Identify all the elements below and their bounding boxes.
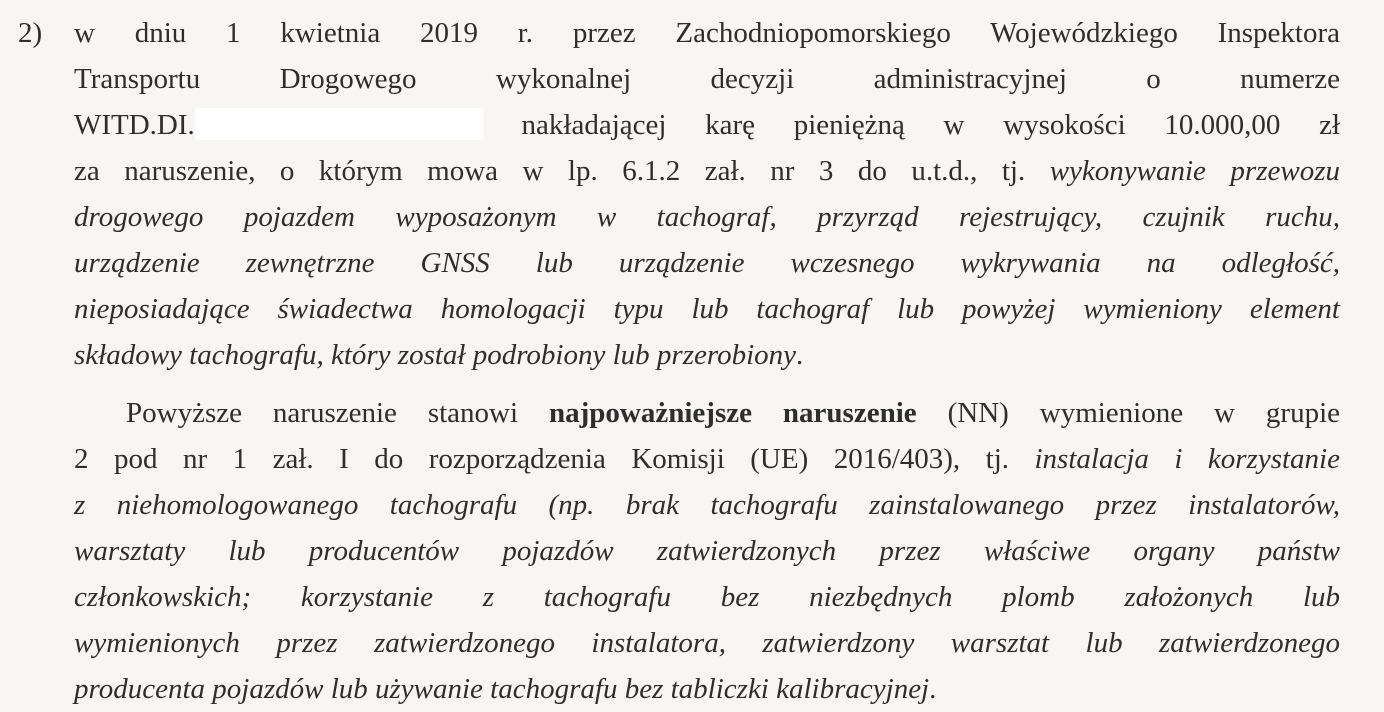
- italic-quote: członkowskich; korzystanie z tachografu bez niezbędnych plomb założonych lub: [74, 581, 1340, 613]
- list-item-marker: 2): [18, 17, 43, 49]
- text-line: [74, 482, 1340, 528]
- paragraph-violation: [74, 390, 1340, 712]
- text-line: [74, 666, 1340, 712]
- text-run: w dniu 1 kwietnia 2019 r. przez Zachodniopomorskiego Wojewódzkiego Inspektora: [74, 17, 1340, 49]
- italic-quote: warsztaty lub producentów pojazdów zatwierdzonych przez właściwe organy państw: [74, 535, 1340, 567]
- italic-quote: producenta pojazdów lub używanie tachografu bez tabliczki kalibracyjnej: [74, 673, 930, 705]
- italic-quote: składowy tachografu, który został podrobiony lub przerobiony: [74, 339, 796, 371]
- text-line: [74, 528, 1340, 574]
- italic-quote: z niehomologowanego tachografu (np. brak tachografu zainstalowanego przez instalatorów,: [74, 489, 1340, 521]
- text-run: (NN) wymienione w grupie: [947, 397, 1341, 429]
- italic-quote: wykonywanie przewozu: [1049, 155, 1340, 187]
- decision-number-prefix: WITD.DI.: [74, 109, 195, 141]
- text-line: [74, 286, 1340, 332]
- text-line: [74, 574, 1340, 620]
- italic-quote: drogowego pojazdem wyposażonym w tachograf, przyrząd rejestrujący, czujnik ruchu,: [74, 201, 1340, 233]
- text-line: [74, 620, 1340, 666]
- text-line: [74, 390, 1340, 436]
- text-run: za naruszenie, o którym mowa w lp. 6.1.2 zał. nr 3 do u.t.d., tj.: [74, 155, 1026, 187]
- text-run: Transportu Drogowego wykonalnej decyzji administracyjnej o numerze: [74, 63, 1340, 95]
- text-line: [74, 240, 1340, 286]
- text-line: [74, 194, 1340, 240]
- text-line: [74, 148, 1340, 194]
- italic-quote: instalacja i korzystanie: [1034, 443, 1340, 475]
- text-run: nakładającej karę pieniężną w wysokości 10.000,00 zł: [521, 109, 1341, 141]
- text-line: [74, 332, 1340, 378]
- redaction-box: [195, 108, 483, 140]
- text-line: [74, 56, 1340, 102]
- text-line: [74, 436, 1340, 482]
- bold-term: najpoważniejsze naruszenie: [549, 397, 917, 429]
- italic-quote: wymienionych przez zatwierdzonego instalatora, zatwierdzony warsztat lub zatwierdzonego: [74, 627, 1340, 659]
- text-run: 2 pod nr 1 zał. I do rozporządzenia Komisji (UE) 2016/403), tj.: [74, 443, 1010, 475]
- italic-quote: nieposiadające świadectwa homologacji typu lub tachograf lub powyżej wymieniony element: [74, 293, 1340, 325]
- text-run: .: [929, 673, 937, 705]
- list-item-2-text: [74, 10, 1340, 378]
- text-line: [74, 10, 1340, 56]
- italic-quote: urządzenie zewnętrzne GNSS lub urządzenie wczesnego wykrywania na odległość,: [74, 247, 1340, 279]
- text-line: [74, 102, 1340, 148]
- text-run: .: [796, 339, 804, 371]
- text-run: Powyższe naruszenie stanowi: [126, 397, 519, 429]
